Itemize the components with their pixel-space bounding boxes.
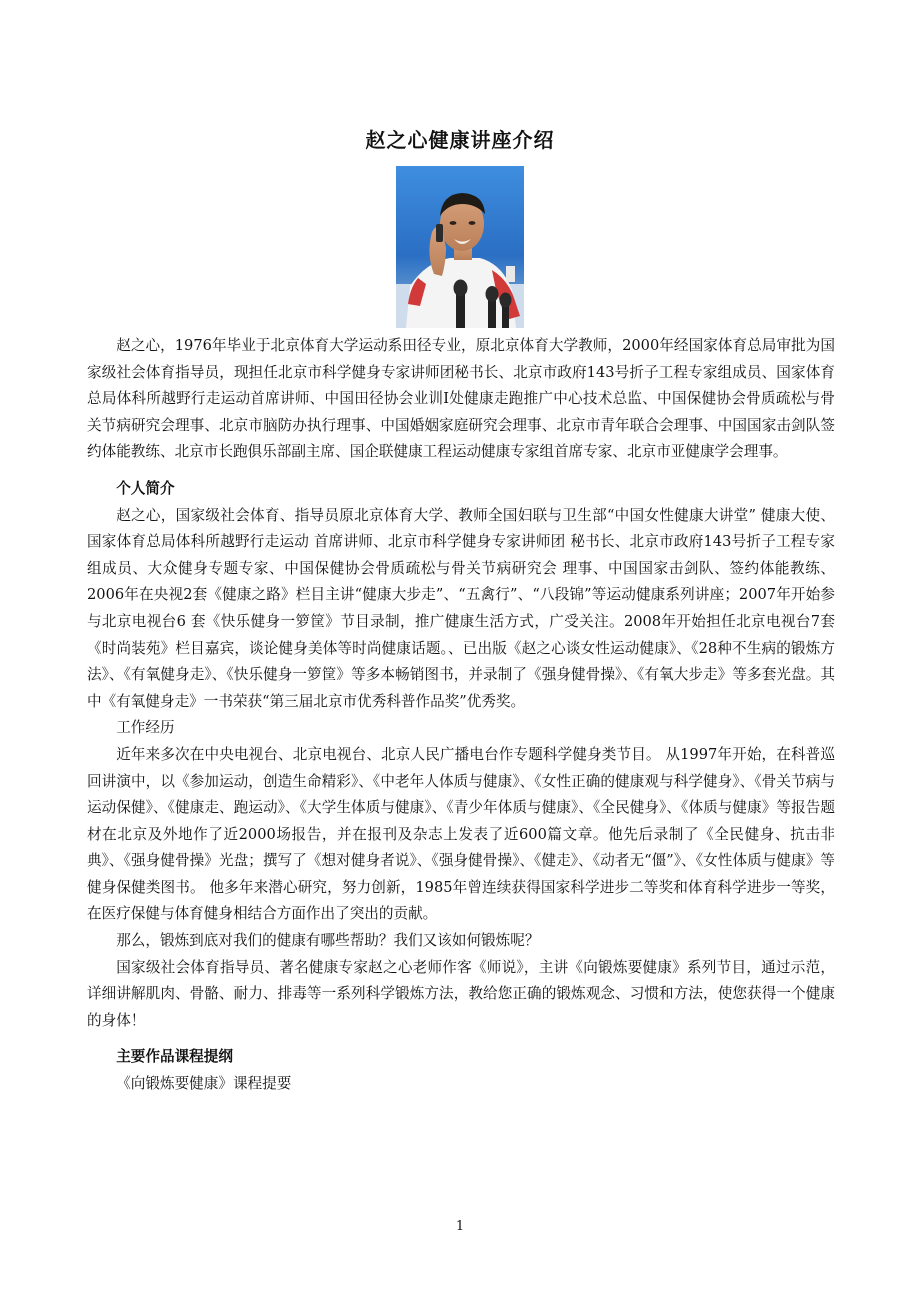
section-spacer (87, 1034, 835, 1044)
question-paragraph: 那么，锻炼到底对我们的健康有哪些帮助？我们又该如何锻炼呢？ (116, 932, 540, 950)
speaker-photo (396, 166, 524, 328)
profile-heading: 个人简介 (116, 479, 175, 497)
intro-paragraph: 赵之心，1976年毕业于北京体育大学运动系田径专业，原北京体育大学教师，2000年经国家体育总局审批为国家级社会体育指导员，现担任北京市科学健身专家讲师团秘书长、北京市政府143号折子工程专家组成员、国家体育总局体科所越野行走运动首席讲师、中国田径协会业训I处健康走跑推广中心技术总监、中国保健协会骨质疏松与骨关节病研究会理事、北京市脑防办执行理事、中国婚姻家庭研究会理事、北京市青年联合会理事、中国国家击剑队签约体能教练、北京市长跑俱乐部副主席、国企联健康工程运动健康专家组首席专家、北京市亚健康学会理事。 (87, 337, 835, 461)
document-body (87, 333, 835, 1098)
document-title: 赵之心健康讲座介绍 (365, 128, 555, 152)
profile-paragraph: 赵之心，国家级社会体育、指导员原北京体育大学、教师全国妇联与卫生部“中国女性健康大讲堂” 健康大使、国家体育总局体科所越野行走运动 首席讲师、北京市科学健身专家讲师团 秘书长、北京市政府143号折子工程专家组成员、大众健身专题专家、中国保健协会骨质疏松与骨关节病研究会 理事、中国国家击剑队、签约体能教练、2006年在央视2套《健康之路》栏目主讲“健康大步走”、“五禽行”、“八段锦”等运动健康系列讲座；2007年开始参与北京电视台6 套《快乐健身一箩筐》节目录制，推广健康生活方式，广受关注。2008年开始担任北京电视台7套《时尚装苑》栏目嘉宾，谈论健身美体等时尚健康话题。、已出版《赵之心谈女性运动健康》、《28种不生病的锻炼方法》、《有氧健身走》、《快乐健身一箩筐》等多本畅销图书，并录制了《强身健骨操》、《有氧大步走》等多套光盘。其中《有氧健身走》一书荣获“第三届北京市优秀科普作品奖”优秀奖。 (87, 506, 835, 710)
section-spacer (87, 466, 835, 476)
work-heading: 工作经历 (116, 719, 175, 737)
program-paragraph: 国家级社会体育指导员、著名健康专家赵之心老师作客《师说》，主讲《向锻炼要健康》系列节目，通过示范，详细讲解肌肉、骨骼、耐力、排毒等一系列科学锻炼方法，教给您正确的锻炼观念、习惯和方法，使您获得一个健康的身体！ (87, 958, 835, 1029)
page-number: 1 (455, 1219, 465, 1234)
course-outline: 《向锻炼要健康》课程提要 (116, 1075, 292, 1093)
works-heading: 主要作品课程提纲 (116, 1048, 233, 1066)
work-paragraph: 近年来多次在中央电视台、北京电视台、北京人民广播电台作专题科学健身类节目。 从1997年开始，在科普巡回讲演中，以《参加运动，创造生命精彩》、《中老年人体质与健康》、《女性正确的健康观与科学健身》、《骨关节病与运动保健》、《健康走、跑运动》、《大学生体质与健康》、《青少年体质与健康》、《全民健身》、《体质与健康》等报告题材在北京及外地作了近2000场报告，并在报刊及杂志上发表了近600篇文章。他先后录制了《全民健身、抗击非典》、《强身健骨操》光盘；撰写了《想对健身者说》、《强身健骨操》、《健走》、《动者无“僵”》、《女性体质与健康》等健身保健类图书。 他多年来潜心研究，努力创新，1985年曾连续获得国家科学进步二等奖和体育科学进步一等奖，在医疗保健与体育健身相结合方面作出了突出的贡献。 (87, 745, 835, 923)
